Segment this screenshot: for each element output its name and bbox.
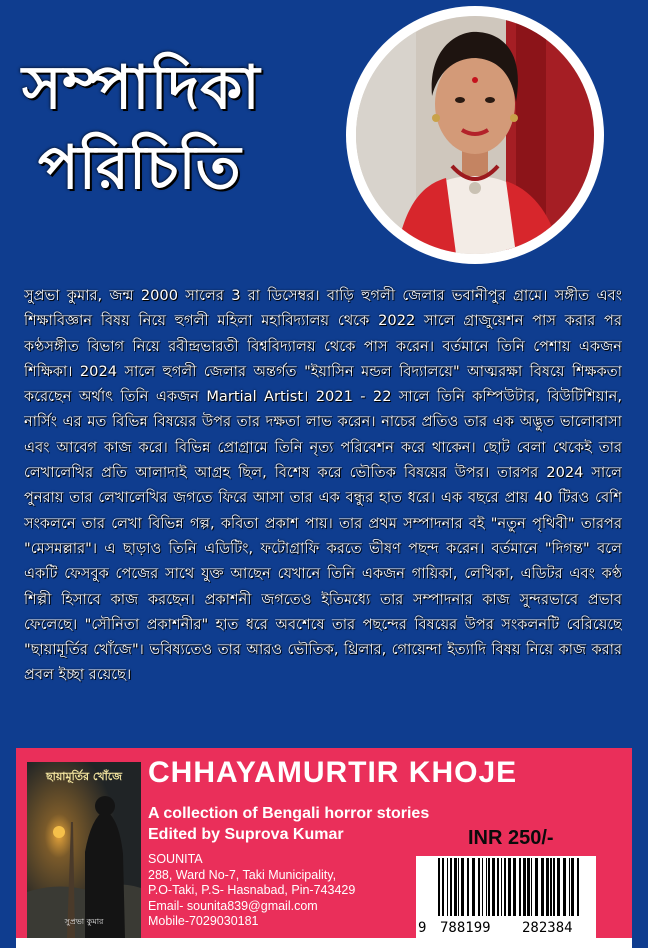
book-price: INR 250/- xyxy=(468,827,554,849)
isbn-first-digit: 9 xyxy=(418,920,427,936)
book-cover-thumbnail xyxy=(27,762,141,938)
barcode-bars xyxy=(424,858,588,920)
editor-photo-frame xyxy=(346,6,604,264)
isbn-group-2: 282384 xyxy=(522,920,573,936)
publisher-email: Email- sounita839@gmail.com xyxy=(148,898,318,913)
book-subtitle: A collection of Bengali horror stories xyxy=(148,805,430,822)
isbn-group-1: 788199 xyxy=(440,920,491,936)
book-editor: Edited by Suprova Kumar xyxy=(148,826,344,843)
publisher-address-line-1: 288, Ward No-7, Taki Municipality, xyxy=(148,867,337,882)
isbn-barcode xyxy=(416,856,596,938)
book-title: CHHAYAMURTIR KHOJE xyxy=(148,756,518,789)
thumbnail-author: সুপ্রভা কুমার xyxy=(64,917,104,926)
editor-intro-heading xyxy=(22,48,352,208)
editor-biography: সুপ্রভা কুমার, জন্ম 2000 সালের 3 রা ডিসেম্বর। বাড়ি হুগলী জেলার ভবানীপুর গ্রামে। সঙ্গীত এবং শিক্ষাবিজ্ঞান বিষয় নিয়ে হুগলী মহিলা মহাবিদ্যালয় থেকে 2022 সালে গ্রাজুয়েশন পাস করার পর কণ্ঠসঙ্গীত বিভাগ নিয়ে রবীন্দ্রভারতী বিশ্ববিদ্যালয় থেকে পাস করেন। বর্তমানে তিনি পেশায় একজন শিক্ষিকা। 2024 সালে হুগলী জেলার অন্তর্গত "ইয়াসিন মন্ডল বিদ্যালয়ে" আত্মরক্ষা বিষয়ে শিক্ষকতা করেছেন অর্থাৎ তিনি একজন Martial Artist। 2021 - 22 সালে তিনি কম্পিউটার, বিউটিশিয়ান, নার্সিং এর মত বিভিন্ন বিষয়ের উপর তার দক্ষতা লাভ করেন। নাচের প্রতিও তার এক অদ্ভুত ভালোবাসা এবং আবেগ কাজ করে। বিভিন্ন প্রোগ্রামে তিনি নৃত্য পরিবেশন করে থাকেন। ছোট বেলা থেকেই তার লেখালেখির প্রতি আলাদাই আগ্রহ ছিল, বিশেষ করে ভৌতিক বিষয়ের উপর। তারপর 2024 সালে পুনরায় তার লেখালেখির জগতে ফিরে আসা তার এক বন্ধুর হাত ধরে। এক বছরে প্রায় 40 টিরও বেশি সংকলনে তার লেখা বিভিন্ন গল্প, কবিতা প্রকাশ পায়। তার প্রথম সম্পাদনার বই "নতুন পৃথিবী" তারপর "মেসমল্লার"। এ ছাড়াও তিনি এডিটিং, ফটোগ্রাফি করতে ভীষণ পছন্দ করেন। বর্তমানে "দিগন্ত" বলে একটি ফেসবুক পেজের সাথে যুক্ত আছেন যেখানে তিনি একজন গায়িকা, লেখিকা, এডিটর এবং কণ্ঠ শিল্পী হিসাবে কাজ করছেন। প্রকাশনী জগতেও ইতিমধ্যে তার সম্পাদনার কাজ সুন্দরভাবে প্রভাব ফেলেছে। "সৌনিতা প্রকাশনীর" হাত ধরে অবশেষে তার পছন্দের বিষয়ের উপর সংকলনটি বেরিয়েছে "ছায়ামূর্তির খোঁজে"। ভবিষ্যতেও তার আরও ভৌতিক, থ্রিলার, গোয়েন্দা ইত্যাদি বিষয় নিয়ে কাজ করার প্রবল ইচ্ছা রয়েছে। xyxy=(24,287,622,684)
publisher-mobile: Mobile-7029030181 xyxy=(148,914,259,929)
editor-photo xyxy=(356,16,594,254)
thumbnail-title: ছায়ামূর্তির খোঁজে xyxy=(45,770,123,783)
publisher-address-line-2: P.O-Taki, P.S- Hasnabad, Pin-743429 xyxy=(148,883,356,898)
publisher-details xyxy=(148,852,355,930)
heading-line-2: পরিচিতি xyxy=(38,133,241,203)
publisher-name: SOUNITA xyxy=(148,852,203,866)
heading-line-1: সম্পাদিকা xyxy=(22,53,261,123)
